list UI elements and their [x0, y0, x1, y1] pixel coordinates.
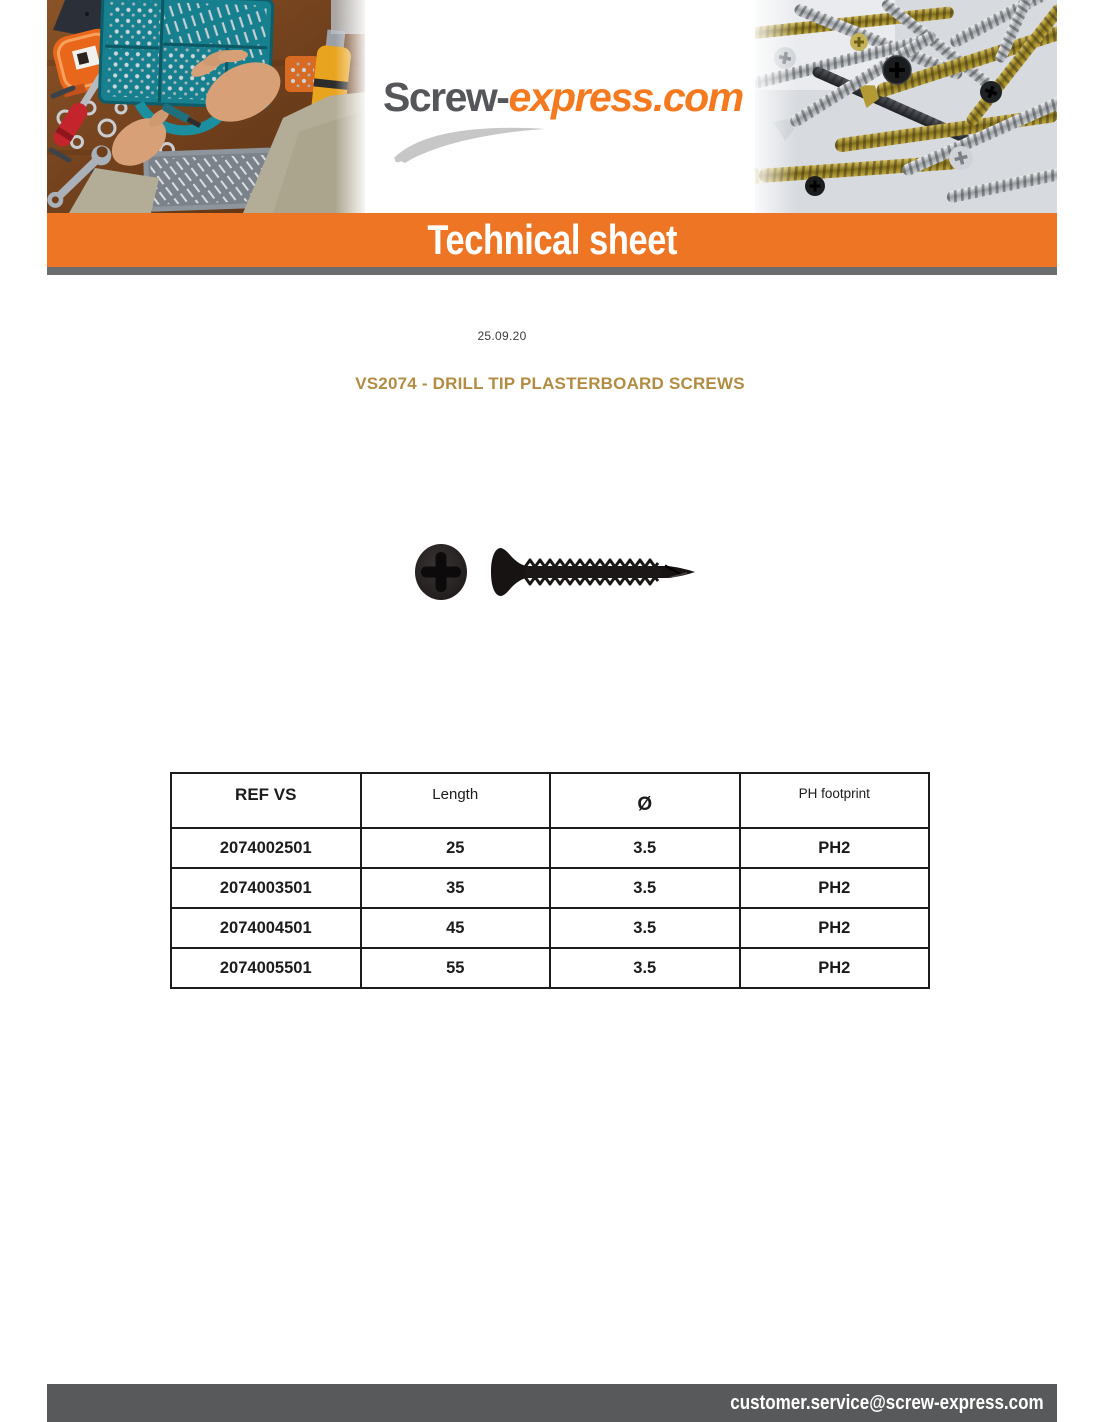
drill-tip-screw-graphic [408, 541, 708, 603]
screws-pile-photo [755, 0, 1057, 213]
table-cell: 3.5 [550, 868, 740, 908]
document-date: 25.09.20 [477, 329, 527, 343]
table-cell: PH2 [740, 828, 930, 868]
workbench-photo [47, 0, 365, 213]
table-header-footprint: PH footprint [740, 773, 930, 828]
technical-sheet-banner [47, 213, 1057, 267]
screws-pile-graphic [755, 0, 1057, 213]
table-row [171, 908, 929, 948]
table-cell: 25 [361, 828, 551, 868]
spec-table [170, 772, 930, 989]
logo [365, 0, 755, 213]
table-cell: PH2 [740, 948, 930, 988]
footer-bar [47, 1384, 1057, 1422]
banner-title: Technical sheet [427, 216, 677, 263]
table-header-ref: REF VS [171, 773, 361, 828]
table-cell: 2074005501 [171, 948, 361, 988]
table-cell: 2074003501 [171, 868, 361, 908]
logo-prefix: Screw- [383, 74, 509, 120]
logo-suffix: express.com [508, 74, 743, 120]
table-cell: PH2 [740, 908, 930, 948]
table-cell: 2074002501 [171, 828, 361, 868]
table-cell: 35 [361, 868, 551, 908]
table-row [171, 948, 929, 988]
table-row [171, 868, 929, 908]
table-cell: 3.5 [550, 948, 740, 988]
table-cell: 2074004501 [171, 908, 361, 948]
table-cell: 45 [361, 908, 551, 948]
table-cell: PH2 [740, 868, 930, 908]
table-cell: 3.5 [550, 908, 740, 948]
screw-side-view [491, 548, 695, 596]
table-header-length: Length [361, 773, 551, 828]
table-cell: 55 [361, 948, 551, 988]
product-image [408, 541, 708, 603]
table-row [171, 828, 929, 868]
table-header-row [171, 773, 929, 828]
workbench-photo-graphic [47, 0, 365, 213]
footer-email-link[interactable]: customer.service@screw-express.com [730, 1391, 1044, 1414]
document-title: VS2074 - DRILL TIP PLASTERBOARD SCREWS [355, 374, 745, 393]
table-header-diameter: Ø [550, 773, 740, 828]
logo-swoosh-icon [387, 120, 549, 164]
screw-head-top-view [415, 544, 467, 600]
logo-text [383, 74, 743, 121]
table-cell: 3.5 [550, 828, 740, 868]
divider-bar [47, 267, 1057, 275]
